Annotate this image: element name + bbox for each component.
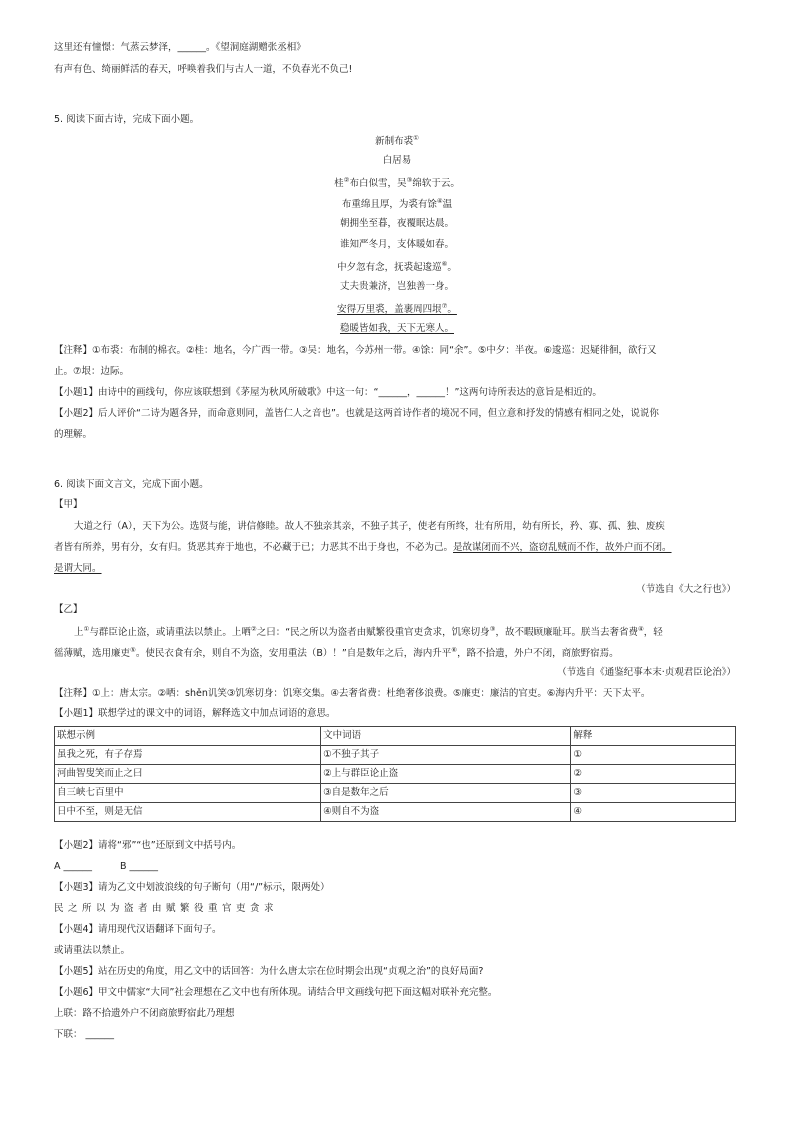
yi-text: 之曰：“民之所以为盗者由赋繁役重官吏贪求，饥寒切身 [256, 627, 490, 638]
yi-text: 与群臣论止盗，或请重法以禁止。上哂 [89, 627, 251, 638]
answer-cell[interactable]: ③ [571, 784, 736, 803]
poem-line-text: 。 [447, 262, 457, 273]
yi-note-mark: ② [250, 625, 257, 633]
table-cell: ③自是数年之后 [321, 784, 571, 803]
yi-text: ，路不拾遗，外户不闭，商旅野宿焉。 [457, 648, 619, 659]
poem-note-mark: ⑦ [441, 302, 448, 310]
answer-cell[interactable]: ① [571, 746, 736, 765]
q5-notes-2: 止。⑦垠：边际。 [54, 366, 130, 377]
q6-sub2: 【小题2】请将“邪”“也”还原到文中括号内。 [54, 840, 242, 851]
q5-heading: 5. 阅读下面古诗，完成下面小题。 [54, 114, 200, 125]
yi-note-mark: ④ [637, 625, 644, 633]
q6-sub6: 【小题6】甲文中儒家“大同”社会理想在乙文中也有所体现。请结合甲文画线句把下面这幅对联补充完整。 [54, 987, 498, 998]
table-cell: 河曲智叟笑而止之曰 [55, 765, 321, 784]
table-row [55, 784, 736, 803]
table-cell: ②上与群臣论止盗 [321, 765, 571, 784]
jia-paragraph-1: 大道之行（A），天下为公。选贤与能，讲信修睦。故人不独亲其亲，不独子其子，使老有所终，壮有所用，幼有所长，矜、寡、孤、独、废疾 [74, 521, 665, 532]
q5-sub2-cont: 的理解。 [54, 429, 93, 440]
jia-underlined-sentence: 是谓大同。 [54, 563, 102, 574]
poem-line-underlined [0, 302, 794, 317]
q5-sub2: 【小题2】后人评价“二诗为题各异，而命意则同，盖皆仁人之音也”。也就是这两首诗作者的境况不同，但立意和抒发的情感有相同之处，说说你 [54, 408, 659, 419]
jia-paragraph-3 [54, 563, 102, 576]
yi-text: 。使民衣食有余，则自不为盗，安用重法（B）！”自是数年之后，海内升平 [135, 648, 452, 659]
poem-line-text: 桂 [334, 178, 344, 189]
poem-line-underlined [0, 323, 794, 336]
yi-source: （节选自《通鉴纪事本末·贞观君臣论治》） [557, 667, 736, 678]
answer-a[interactable]: A ______ [54, 861, 93, 872]
table-header: 文中词语 [321, 727, 571, 746]
table-row [55, 765, 736, 784]
yi-note-mark: ⑥ [451, 646, 458, 654]
poem-author: 白居易 [382, 155, 412, 166]
jia-label: 【甲】 [54, 499, 83, 510]
vocab-table [54, 726, 736, 822]
couplet-upper: 上联：路不拾遗外户不闭商旅野宿此乃理想 [54, 1008, 235, 1019]
poem-line [0, 197, 794, 212]
poem-line-text: 中夕忽有念，抚裘起逡巡 [337, 262, 442, 273]
table-row [55, 746, 736, 765]
q6-sub1: 【小题1】联想学过的课文中的词语，解释选文中加点词语的意思。 [54, 708, 336, 719]
q6-sub5: 【小题5】站在历史的角度，用乙文中的话回答：为什么唐太宗在位时期会出现“贞观之治”的良好局面? [54, 966, 484, 977]
poem-line [0, 176, 794, 191]
poem-line-text: 。 [447, 304, 457, 315]
poem-line: 丈夫贵兼济，岂独善一身。 [339, 281, 454, 292]
jia-source: （节选自《大之行也》） [636, 584, 736, 595]
couplet-lower [54, 1029, 114, 1042]
q5-sub1: 【小题1】由诗中的画线句，你应该联想到《茅屋为秋风所破歌》中这一句：“______，______！”这两句诗所表达的意旨是相近的。 [54, 387, 602, 398]
couplet-lower-label: 下联： [54, 1029, 83, 1040]
poem-line-text: 稳暖皆如我，天下无寒人。 [339, 323, 454, 334]
poem-line-text: 布白似雪，吴 [349, 178, 407, 189]
couplet-lower-blank[interactable]: ______ [85, 1029, 115, 1040]
poem-line-text: 温 [442, 199, 453, 210]
answer-cell[interactable]: ④ [571, 803, 736, 822]
punctuation-sentence: 民之所以为盗者由赋繁役重官吏贪求 [54, 903, 279, 914]
table-header-row [55, 727, 736, 746]
answer-b[interactable]: B ______ [120, 861, 159, 872]
q6-sub4: 【小题4】请用现代汉语翻译下面句子。 [54, 924, 222, 935]
yi-text: ，故不暇顾廉耻耳。朕当去奢省费 [495, 627, 638, 638]
poem-line-text: 布重绵且厚，为裘有馀 [341, 199, 437, 210]
yi-paragraph-1 [74, 625, 663, 640]
table-cell: ④则自不为盗 [321, 803, 571, 822]
yi-note-mark: ⑤ [130, 646, 136, 654]
answer-cell[interactable]: ② [571, 765, 736, 784]
table-header: 联想示例 [55, 727, 321, 746]
top-line-2: 有声有色、绮丽鲜活的春天，呼唤着我们与古人一道，不负春光不负己! [54, 64, 353, 75]
poem-title [0, 134, 794, 149]
poem-title-text: 新制布裘 [375, 136, 414, 147]
poem-line: 谁知严冬月，支体暖如春。 [339, 239, 454, 250]
poem-note-mark: ③ [406, 176, 413, 184]
yi-note-mark: ① [83, 625, 90, 633]
yi-text: 上 [74, 627, 84, 638]
poem-line [0, 260, 794, 275]
table-cell: ①不独子其子 [321, 746, 571, 765]
poem-line-text: 安得万里裘，盖裹周四垠 [337, 304, 442, 315]
yi-text: 徭薄赋，选用廉吏 [54, 648, 131, 659]
yi-paragraph-2 [54, 646, 619, 661]
poem-note-mark: ⑥ [441, 260, 448, 268]
q6-sub3: 【小题3】请为乙文中划波浪线的句子断句（用“/”标示，限两处） [54, 882, 330, 893]
yi-label: 【乙】 [54, 604, 83, 615]
jia-underlined-sentence: 是故谋闭而不兴，盗窃乱贼而不作，故外户而不闭。 [453, 542, 672, 553]
yi-notes: 【注释】①上：唐太宗。②哂：shěn讥笑③饥寒切身：饥寒交集。④去奢省费：杜绝奢侈浪费。⑤廉吏：廉洁的官吏。⑥海内升平：天下太平。 [54, 688, 651, 699]
top-line-1: 这里还有憧憬：气蒸云梦泽，______。《望洞庭湖赠张丞相》 [54, 42, 306, 53]
table-cell: 自三峡七百里中 [55, 784, 321, 803]
table-header: 解释 [571, 727, 736, 746]
jia-paragraph-2 [54, 542, 672, 555]
poem-title-note: ① [413, 134, 419, 142]
q5-notes-1: 【注释】①布裘：布制的棉衣。②桂：地名，今广西一带。③吴：地名，今苏州一带。④馀：同“余”。⑤中夕：半夜。⑥逡巡：迟疑徘徊，欲行又 [54, 345, 657, 356]
table-cell: 虽我之死，有子存焉 [55, 746, 321, 765]
poem-line: 朝拥坐至暮，夜覆眠达晨。 [339, 218, 454, 229]
jia-text: 者皆有所养，男有分，女有归。货恶其弃于地也，不必藏于已；力恶其不出于身也，不必为己。 [54, 542, 454, 553]
yi-text: ，轻 [643, 627, 663, 638]
poem-note-mark: ② [343, 176, 350, 184]
poem-line-text: 绵软于云。 [412, 178, 460, 189]
table-row [55, 803, 736, 822]
yi-note-mark: ③ [489, 625, 496, 633]
poem-note-mark: ④ [436, 197, 443, 205]
table-cell: 日中不至，则是无信 [55, 803, 321, 822]
translation-sentence: 或请重法以禁止。 [54, 945, 131, 956]
q6-heading: 6. 阅读下面文言文，完成下面小题。 [54, 479, 209, 490]
